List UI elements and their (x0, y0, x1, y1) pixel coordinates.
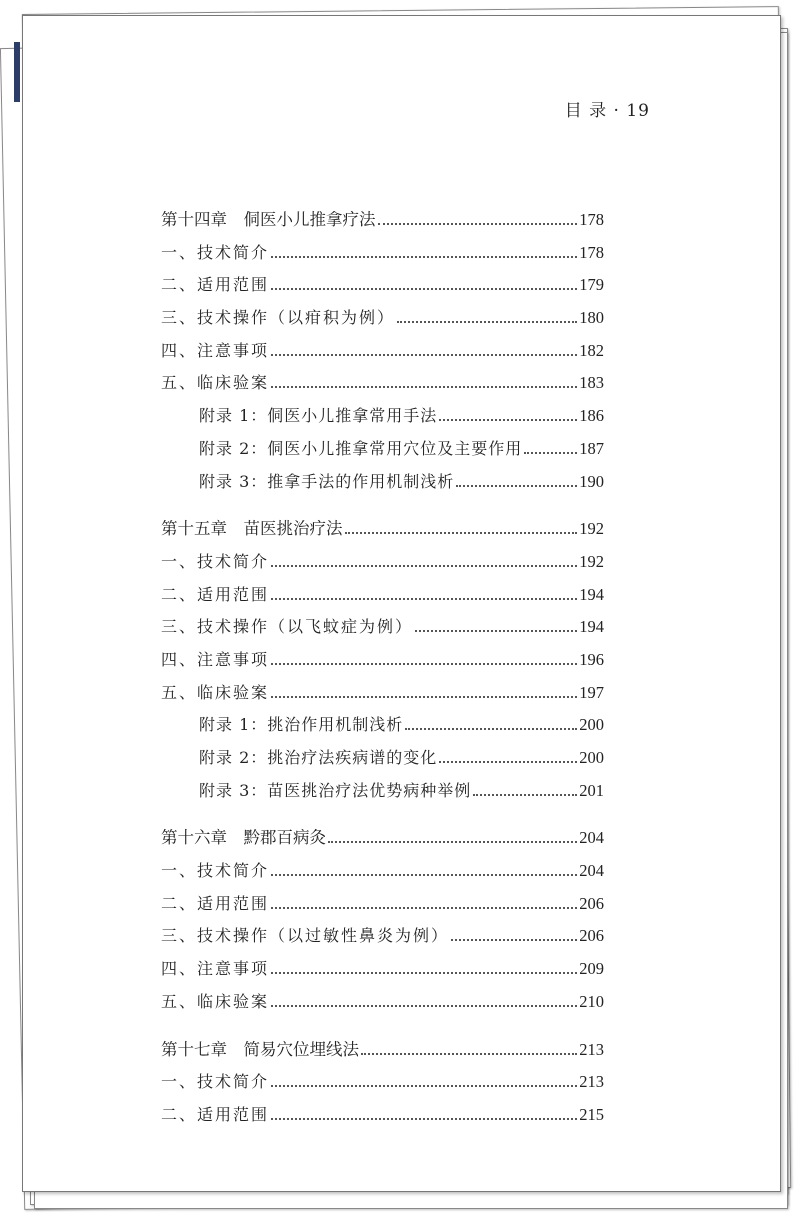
dot-leader (271, 972, 577, 974)
toc-section-entry[interactable] (161, 302, 604, 335)
toc-title: 第十五章 苗医挑治疗法 (161, 519, 343, 539)
toc-page-number: 200 (579, 748, 604, 767)
toc-title: 五、临床验案 (161, 991, 270, 1011)
dot-leader (271, 565, 577, 567)
toc-page-number: 209 (579, 959, 604, 979)
dot-leader (439, 419, 577, 421)
toc-page-number: 210 (579, 991, 604, 1011)
dot-leader (271, 256, 577, 258)
toc-page-number: 192 (579, 519, 604, 539)
dot-leader (473, 794, 577, 796)
toc-title: 二、适用范围 (161, 893, 270, 913)
dot-leader (271, 663, 577, 665)
toc-section-entry[interactable] (161, 1099, 604, 1132)
toc-title: 附录 3：推拿手法的作用机制浅析 (199, 471, 455, 491)
toc-section-entry[interactable] (161, 920, 604, 953)
toc-title: 附录 1：侗医小儿推拿常用手法 (199, 406, 438, 426)
toc-title: 二、适用范围 (161, 1104, 270, 1124)
toc-page-number: 201 (579, 780, 604, 800)
toc-chapter-entry[interactable] (161, 204, 604, 237)
header-section: 目 录 (564, 101, 608, 121)
toc-page-number: 178 (579, 242, 604, 262)
toc-appendix-entry[interactable] (161, 775, 604, 808)
dot-leader (328, 841, 577, 843)
toc-page-number: 213 (579, 1039, 604, 1059)
toc-section-entry[interactable] (161, 986, 604, 1019)
toc-page-number: 206 (579, 893, 604, 913)
cover-edge (14, 42, 20, 102)
dot-leader (271, 598, 577, 600)
toc-title: 五、临床验案 (161, 373, 270, 393)
toc-section-entry[interactable] (161, 953, 604, 986)
toc-page-number: 204 (579, 828, 604, 848)
toc-appendix-entry[interactable] (161, 466, 604, 499)
toc-title: 附录 3：苗医挑治疗法优势病种举例 (199, 780, 472, 800)
dot-leader (451, 939, 577, 941)
toc-page-number: 178 (579, 210, 604, 229)
toc-appendix-entry[interactable] (161, 742, 604, 775)
toc-title: 四、注意事项 (161, 649, 270, 669)
toc-page-number: 180 (579, 308, 604, 328)
toc-title: 附录 2：侗医小儿推拿常用穴位及主要作用 (199, 438, 523, 458)
toc-section-entry[interactable] (161, 677, 604, 710)
toc-section-entry[interactable] (161, 855, 604, 888)
document-page (22, 15, 781, 1192)
toc-title: 四、注意事项 (161, 340, 270, 360)
toc-chapter-entry[interactable] (161, 513, 604, 546)
toc-page-number: 200 (579, 715, 604, 735)
toc-chapter-group (161, 1034, 604, 1132)
dot-leader (405, 728, 577, 730)
toc-chapter-entry[interactable] (161, 822, 604, 855)
toc-section-entry[interactable] (161, 1066, 604, 1099)
toc-page-number: 187 (579, 438, 604, 458)
toc-title: 一、技术简介 (161, 861, 270, 881)
toc-section-entry[interactable] (161, 367, 604, 400)
toc-page-number: 183 (579, 373, 604, 393)
dot-leader (271, 907, 577, 909)
toc-title: 附录 1：挑治作用机制浅析 (199, 715, 404, 735)
toc-section-entry[interactable] (161, 579, 604, 612)
dot-leader (378, 223, 578, 225)
toc-page-number: 215 (579, 1104, 604, 1124)
toc-page-number: 196 (579, 649, 604, 669)
dot-leader (271, 1118, 577, 1120)
toc-page-number: 186 (579, 406, 604, 426)
dot-leader (415, 630, 577, 632)
toc-title: 一、技术简介 (161, 242, 270, 262)
header-page-number: 19 (626, 101, 650, 121)
toc-section-entry[interactable] (161, 335, 604, 368)
toc-page-number: 206 (579, 926, 604, 946)
toc-page-number: 194 (579, 584, 604, 604)
toc-section-entry[interactable] (161, 888, 604, 921)
toc-page-number: 182 (579, 340, 604, 360)
dot-leader (361, 1053, 577, 1055)
toc-title: 第十四章 侗医小儿推拿疗法 (161, 210, 376, 229)
toc-appendix-entry[interactable] (161, 400, 604, 433)
toc-title: 附录 2：挑治疗法疾病谱的变化 (199, 748, 438, 767)
dot-leader (271, 288, 577, 290)
toc-title: 二、适用范围 (161, 584, 270, 604)
toc-page-number: 204 (579, 861, 604, 881)
toc-title: 一、技术简介 (161, 1072, 270, 1092)
dot-leader (524, 452, 577, 454)
dot-leader (456, 485, 577, 487)
toc-title: 三、技术操作（以过敏性鼻炎为例） (161, 926, 450, 946)
toc-section-entry[interactable] (161, 269, 604, 302)
toc-appendix-entry[interactable] (161, 709, 604, 742)
toc-section-entry[interactable] (161, 611, 604, 644)
toc-page-number: 194 (579, 617, 604, 637)
toc-page-number: 192 (579, 551, 604, 571)
toc-section-entry[interactable] (161, 237, 604, 270)
dot-leader (439, 761, 577, 763)
toc-chapter-group (161, 204, 604, 498)
toc-title: 一、技术简介 (161, 551, 270, 571)
running-header: 目 录 · 19 (564, 101, 650, 121)
toc-page-number: 197 (579, 682, 604, 702)
dot-leader (271, 696, 577, 698)
toc-title: 二、适用范围 (161, 275, 270, 295)
dot-leader (271, 1005, 577, 1007)
toc-title: 三、技术操作（以飞蚊症为例） (161, 617, 414, 637)
toc-title: 三、技术操作（以疳积为例） (161, 308, 396, 328)
table-of-contents (161, 204, 604, 1147)
dot-leader (271, 874, 577, 876)
dot-leader (345, 532, 578, 534)
dot-leader (271, 386, 577, 388)
toc-chapter-group (161, 513, 604, 807)
toc-page-number: 190 (579, 471, 604, 491)
toc-title: 第十七章 简易穴位埋线法 (161, 1039, 359, 1059)
dot-leader (397, 321, 577, 323)
toc-chapter-group (161, 822, 604, 1018)
dot-leader (271, 354, 577, 356)
dot-leader (271, 1085, 577, 1087)
toc-appendix-entry[interactable] (161, 433, 604, 466)
toc-title: 第十六章 黔郡百病灸 (161, 828, 326, 848)
toc-section-entry[interactable] (161, 546, 604, 579)
toc-section-entry[interactable] (161, 644, 604, 677)
toc-title: 四、注意事项 (161, 959, 270, 979)
toc-chapter-entry[interactable] (161, 1034, 604, 1067)
toc-page-number: 179 (579, 275, 604, 295)
toc-title: 五、临床验案 (161, 682, 270, 702)
toc-page-number: 213 (579, 1072, 604, 1092)
